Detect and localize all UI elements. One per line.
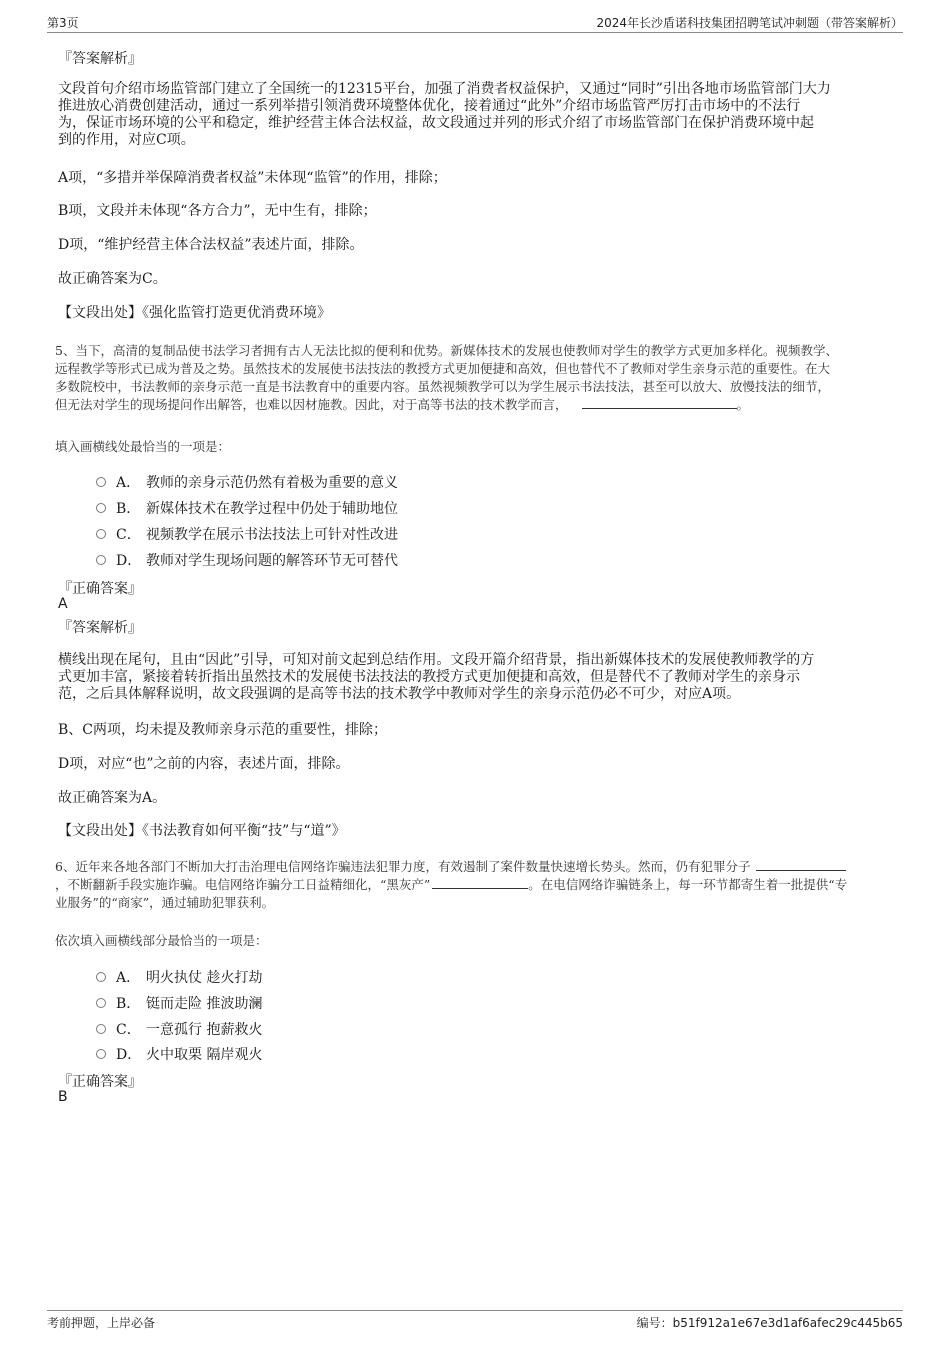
- conclusion: 故正确答案为C。: [58, 271, 167, 287]
- radio-icon[interactable]: [96, 503, 106, 513]
- radio-icon[interactable]: [96, 555, 106, 565]
- answer-blank: [432, 876, 528, 889]
- option-key: A．: [116, 475, 141, 491]
- option-text: 视频教学在展示书法技法上可针对性改进: [146, 527, 398, 543]
- option-d-note: D项，对应“也”之前的内容，表述片面，排除。: [58, 756, 350, 772]
- option-key: A．: [116, 970, 141, 986]
- question-5-prompt: 填入画横线处最恰当的一项是：: [55, 439, 231, 454]
- correct-answer-tag: 『正确答案』: [58, 1074, 142, 1090]
- option-text: 火中取栗 隔岸观火: [146, 1047, 263, 1063]
- page-footer: [47, 1310, 903, 1330]
- analysis-paragraph: [58, 652, 894, 703]
- correct-answer-tag: 『正确答案』: [58, 581, 142, 597]
- option-b-note: B项，文段并未体现“各方合力”，无中生有，排除；: [58, 203, 377, 219]
- question-5-stem: [55, 342, 895, 414]
- q6-option-c[interactable]: [96, 1019, 262, 1039]
- analysis-tag: 『答案解析』: [58, 51, 142, 67]
- option-text: 铤而走险 推波助澜: [146, 996, 263, 1012]
- question-line: 5、当下，高清的复制品使书法学习者拥有古人无法比拟的便利和优势。新媒体技术的发展也使教师对学生的教学方式更加多样化。视频教学、: [55, 343, 838, 358]
- page-number: 第3页: [47, 16, 79, 30]
- analysis-line: 式更加丰富，紧接着转折指出虽然技术的发展使书法技法的教授方式更加便捷和高效，但是替代不了教师对学生的亲身示: [58, 669, 800, 685]
- radio-icon[interactable]: [96, 1024, 106, 1034]
- question-end-punct: 。: [736, 397, 750, 412]
- option-text: 新媒体技术在教学过程中仍处于辅助地位: [146, 501, 398, 517]
- q5-option-b[interactable]: [96, 498, 398, 518]
- option-key: C．: [116, 1022, 141, 1038]
- option-text: 教师对学生现场问题的解答环节无可替代: [146, 553, 398, 569]
- analysis-tag: 『答案解析』: [58, 620, 142, 636]
- footer-slogan: 考前押题，上岸必备: [47, 1316, 156, 1330]
- question-6-stem: [55, 858, 895, 912]
- option-key: B．: [116, 501, 141, 517]
- q5-option-a[interactable]: [96, 472, 398, 492]
- question-line: [55, 858, 895, 876]
- option-text: 一意孤行 抱薪救火: [146, 1022, 263, 1038]
- page-header: [47, 14, 903, 33]
- option-key: D．: [116, 1047, 142, 1063]
- radio-icon[interactable]: [96, 529, 106, 539]
- answer-blank: [582, 396, 737, 409]
- option-key: C．: [116, 527, 141, 543]
- radio-icon[interactable]: [96, 972, 106, 982]
- question-line-text: 6、近年来各地各部门不断加大打击治理电信网络诈骗违法犯罪力度，有效遏制了案件数量快速增长势头。然而，仍有犯罪分子: [55, 859, 751, 874]
- option-text: 明火执仗 趁火打劫: [146, 970, 263, 986]
- q5-option-c[interactable]: [96, 524, 398, 544]
- correct-answer: B: [58, 1089, 68, 1105]
- source-citation: 【文段出处】《书法教育如何平衡“技”与“道”》: [58, 823, 346, 839]
- q5-option-d[interactable]: [96, 550, 398, 570]
- radio-icon[interactable]: [96, 1049, 106, 1059]
- conclusion: 故正确答案为A。: [58, 790, 167, 806]
- question-line-text: 但无法对学生的现场提问作出解答，也难以因材施教。因此，对于高等书法的技术教学而言，: [55, 397, 568, 412]
- analysis-line: 到的作用，对应C项。: [58, 132, 195, 148]
- question-line: [55, 396, 895, 414]
- option-bc-note: B、C两项，均未提及教师亲身示范的重要性，排除；: [58, 722, 387, 738]
- document-title: 2024年长沙盾诺科技集团招聘笔试冲刺题（带答案解析）: [596, 16, 903, 30]
- option-d-note: D项，“维护经营主体合法权益”表述片面，排除。: [58, 237, 364, 253]
- source-citation: 【文段出处】《强化监管打造更优消费环境》: [58, 305, 331, 321]
- analysis-line: 文段首句介绍市场监管部门建立了全国统一的12315平台，加强了消费者权益保护，又通过“同时”引出各地市场监管部门大力: [58, 81, 831, 97]
- option-key: D．: [116, 553, 142, 569]
- analysis-paragraph: [58, 81, 894, 149]
- q6-option-d[interactable]: [96, 1044, 262, 1064]
- question-line-text: ，不断翻新手段实施诈骗。电信网络诈骗分工日益精细化，“黑灰产”: [55, 877, 431, 892]
- option-a-note: A项，“多措并举保障消费者权益”未体现“监管”的作用，排除；: [58, 170, 447, 186]
- radio-icon[interactable]: [96, 477, 106, 487]
- question-line: [55, 876, 895, 894]
- question-line-text: 。在电信网络诈骗链条上，每一环节都寄生着一批提供“专: [528, 877, 848, 892]
- document-id: 编号：b51f912a1e67e3d1af6afec29c445b65: [636, 1316, 903, 1330]
- question-6-prompt: 依次填入画横线部分最恰当的一项是：: [55, 933, 268, 948]
- option-key: B．: [116, 996, 141, 1012]
- answer-blank: [756, 858, 846, 871]
- analysis-line: 横线出现在尾句，且由“因此”引导，可知对前文起到总结作用。文段开篇介绍背景，指出新媒体技术的发展使教师教学的方: [58, 652, 815, 668]
- question-line: 业服务”的“商家”，通过辅助犯罪获利。: [55, 895, 275, 910]
- option-text: 教师的亲身示范仍然有着极为重要的意义: [146, 475, 398, 491]
- question-line: 远程教学等形式已成为普及之势。虽然技术的发展使书法技法的教授方式更加便捷和高效，但也替代不了教师对学生亲身示范的重要性。在大: [55, 361, 831, 376]
- question-line: 多数院校中，书法教师的亲身示范一直是书法教育中的重要内容。虽然视频教学可以为学生展示书法技法，甚至可以放大、放慢技法的细节，: [55, 379, 831, 394]
- analysis-line: 推进放心消费创建活动，通过一系列举措引领消费环境整体优化，接着通过“此外”介绍市场监管严厉打击市场中的不法行: [58, 98, 801, 114]
- q6-option-b[interactable]: [96, 993, 262, 1013]
- analysis-line: 范，之后具体解释说明，故文段强调的是高等书法的技术教学中教师对学生的亲身示范仍必不可少，对应A项。: [58, 686, 741, 702]
- analysis-line: 为，保证市场环境的公平和稳定，维护经营主体合法权益，故文段通过并列的形式介绍了市场监管部门在保护消费环境中起: [58, 115, 814, 131]
- correct-answer: A: [58, 596, 68, 612]
- q6-option-a[interactable]: [96, 967, 262, 987]
- radio-icon[interactable]: [96, 998, 106, 1008]
